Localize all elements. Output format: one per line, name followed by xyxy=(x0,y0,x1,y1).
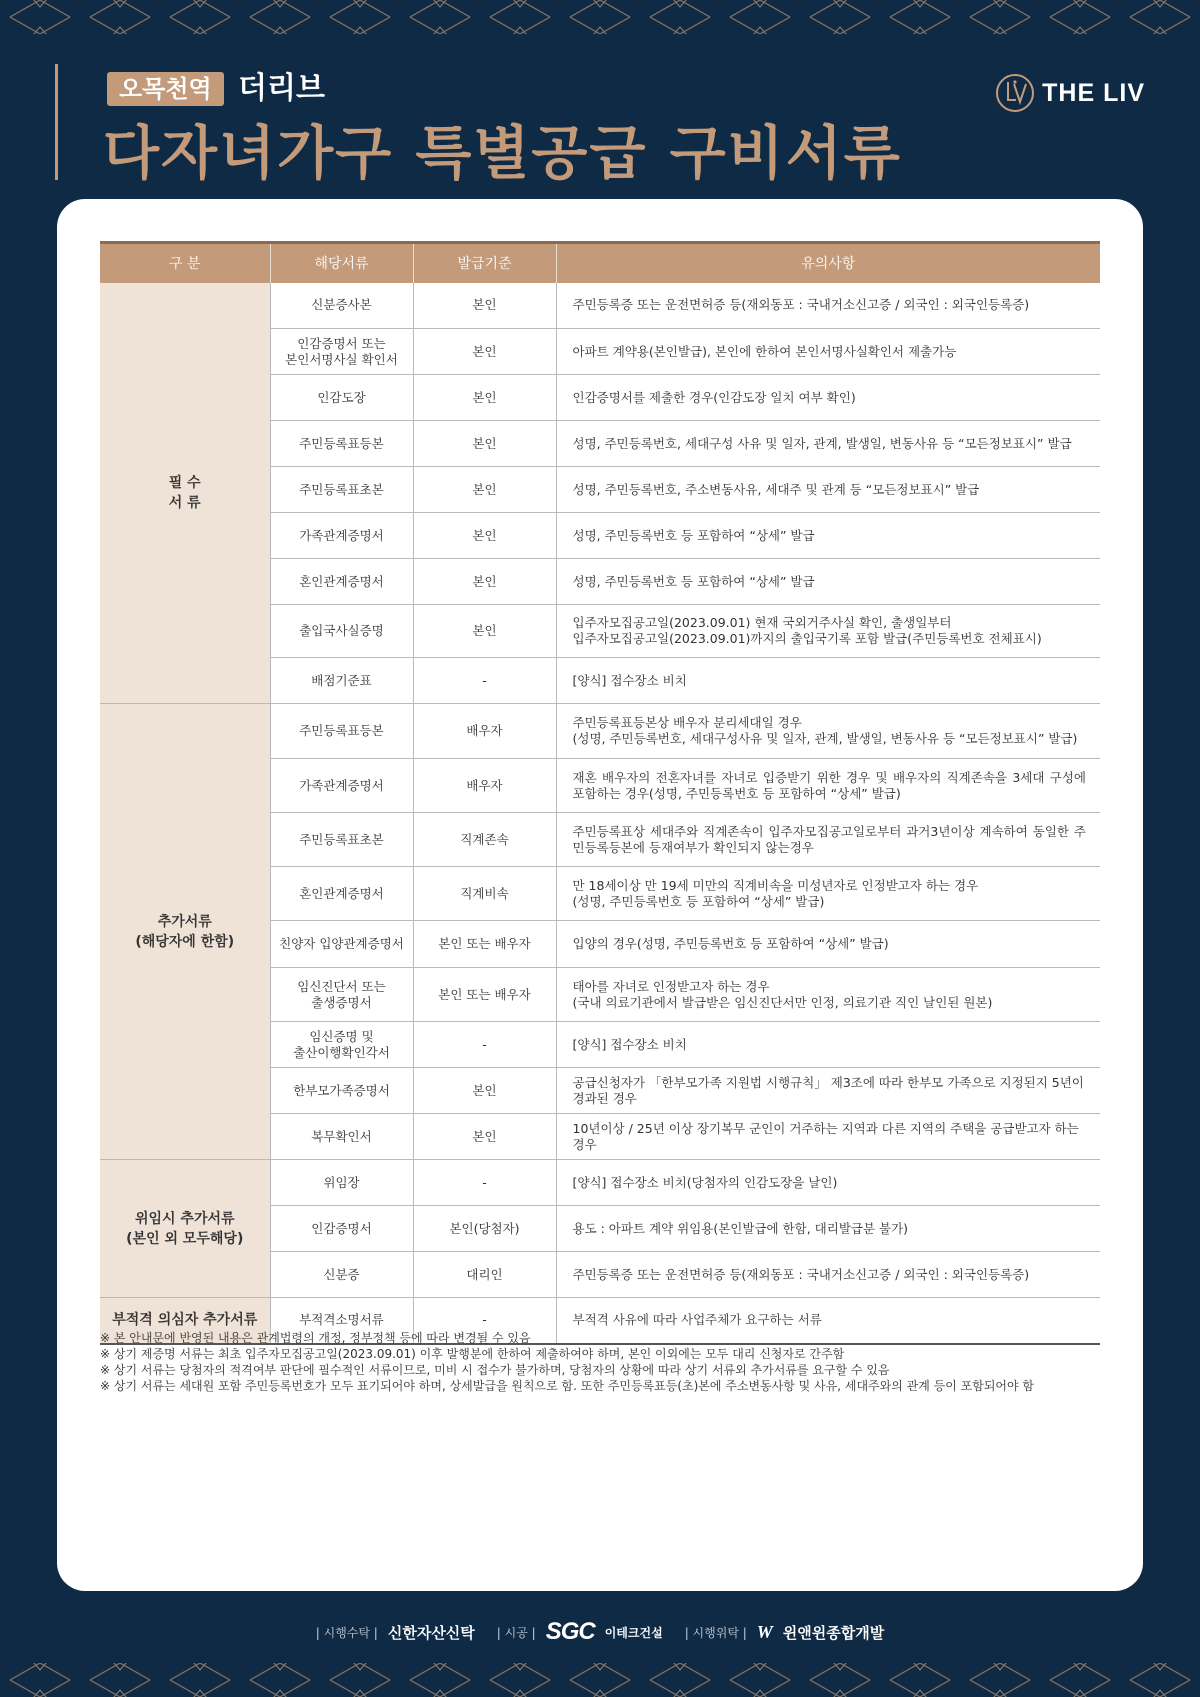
note-cell: [양식] 접수장소 비치(당첨자의 인감도장을 날인) xyxy=(556,1160,1100,1206)
basis-cell: 대리인 xyxy=(413,1252,556,1298)
basis-cell: 직계존속 xyxy=(413,813,556,867)
station-badge: 오목천역 xyxy=(107,72,224,106)
note-cell: 재혼 배우자의 전혼자녀를 자녀로 입증받기 위한 경우 및 배우자의 직계존속을 3세대 구성에 포함하는 경우(성명, 주민등록번호 등 포함하여 “상세” 발급) xyxy=(556,759,1100,813)
document-cell: 가족관계증명서 xyxy=(270,513,413,559)
note-cell: 공급신청자가 「한부모가족 지원법 시행규칙」 제3조에 따라 한부모 가족으로 지정된지 5년이 경과된 경우 xyxy=(556,1068,1100,1114)
credit-role: | 시행수탁 | xyxy=(315,1625,378,1640)
document-cell: 인감증명서 xyxy=(270,1206,413,1252)
credit-company: 신한자산신탁 xyxy=(387,1623,475,1642)
document-cell: 혼인관계증명서 xyxy=(270,867,413,921)
note-cell: 만 18세이상 만 19세 미만의 직계비속을 미성년자로 인정받고자 하는 경우 (성명, 주민등록번호 등 포함하여 “상세” 발급) xyxy=(556,867,1100,921)
note-cell: 성명, 주민등록번호, 세대구성 사유 및 일자, 관계, 발생일, 변동사유 등 “모든정보표시” 발급 xyxy=(556,421,1100,467)
credit-company: 윈앤윈종합개발 xyxy=(782,1623,885,1642)
basis-cell: 본인(당첨자) xyxy=(413,1206,556,1252)
basis-cell: 본인 xyxy=(413,1114,556,1160)
footnote: ※ 상기 서류는 당첨자의 적격여부 판단에 필수적인 서류이므로, 미비 시 접수가 불가하며, 당첨자의 상황에 따라 상기 서류외 추가서류를 요구할 수 있음 xyxy=(100,1363,890,1377)
document-cell: 신분증 xyxy=(270,1252,413,1298)
content-card xyxy=(57,199,1143,1591)
basis-cell: 본인 xyxy=(413,467,556,513)
basis-cell: 본인 또는 배우자 xyxy=(413,968,556,1022)
category-cell: 위임시 추가서류 (본인 외 모두해당) xyxy=(100,1160,270,1298)
basis-cell: 본인 xyxy=(413,1068,556,1114)
basis-cell: 본인 xyxy=(413,605,556,658)
basis-cell: 본인 xyxy=(413,375,556,421)
basis-cell: 본인 xyxy=(413,329,556,375)
column-header: 해당서류 xyxy=(270,243,413,283)
credit-trustee xyxy=(316,1622,475,1643)
note-cell: 부적격 사유에 따라 사업주체가 요구하는 서류 xyxy=(556,1298,1100,1344)
note-cell: 주민등록표상 세대주와 직계존속이 입주자모집공고일로부터 과거3년이상 계속하여 동일한 주민등록등본에 등재여부가 확인되지 않는경우 xyxy=(556,813,1100,867)
page-title: 다자녀가구 특별공급 구비서류 xyxy=(103,119,902,187)
basis-cell: 본인 xyxy=(413,283,556,329)
note-cell: 주민등록표등본상 배우자 분리세대일 경우 (성명, 주민등록번호, 세대구성사유 및 일자, 관계, 발생일, 변동사유 등 “모든정보표시” 발급) xyxy=(556,704,1100,759)
basis-cell: 직계비속 xyxy=(413,867,556,921)
accent-line xyxy=(55,64,58,180)
note-cell: 주민등록증 또는 운전면허증 등(재외동포 : 국내거소신고증 / 외국인 : 외국인등록증) xyxy=(556,283,1100,329)
document-cell: 출입국사실증명 xyxy=(270,605,413,658)
document-cell: 인감도장 xyxy=(270,375,413,421)
document-cell: 부적격소명서류 xyxy=(270,1298,413,1344)
document-cell: 임신증명 및 출산이행확인각서 xyxy=(270,1022,413,1068)
liv-emblem-icon xyxy=(994,72,1036,114)
note-cell: 주민등록증 또는 운전면허증 등(재외동포 : 국내거소신고증 / 외국인 : 외국인등록증) xyxy=(556,1252,1100,1298)
category-cell: 추가서류 (해당자에 한함) xyxy=(100,704,270,1160)
document-cell: 한부모가족증명서 xyxy=(270,1068,413,1114)
basis-cell: 배우자 xyxy=(413,759,556,813)
note-cell: 인감증명서를 제출한 경우(인감도장 일치 여부 확인) xyxy=(556,375,1100,421)
document-cell: 주민등록표등본 xyxy=(270,704,413,759)
footnote: ※ 상기 서류는 세대원 포함 주민등록번호가 모두 표기되어야 하며, 상세발급을 원칙으로 함. 또한 주민등록표등(초)본에 주소변동사항 및 사유, 세대주와의 관계 등이 포함되어야 함 xyxy=(100,1379,1035,1393)
table-row xyxy=(100,1160,1100,1206)
decorative-pattern-bottom xyxy=(0,1663,1200,1697)
basis-cell: - xyxy=(413,1160,556,1206)
document-cell: 친양자 입양관계증명서 xyxy=(270,921,413,968)
note-cell: 용도 : 아파트 계약 위임용(본인발급에 한함, 대리발급분 불가) xyxy=(556,1206,1100,1252)
document-cell: 가족관계증명서 xyxy=(270,759,413,813)
column-header: 구 분 xyxy=(100,243,270,283)
basis-cell: - xyxy=(413,1298,556,1344)
credit-company: 이테크건설 xyxy=(604,1625,663,1640)
note-cell: 입양의 경우(성명, 주민등록번호 등 포함하여 “상세” 발급) xyxy=(556,921,1100,968)
note-cell: 성명, 주민등록번호, 주소변동사유, 세대주 및 관계 등 “모든정보표시” 발급 xyxy=(556,467,1100,513)
footer-credits xyxy=(0,1614,1200,1650)
basis-cell: 본인 xyxy=(413,513,556,559)
note-cell: 아파트 계약용(본인발급), 본인에 한하여 본인서명사실확인서 제출가능 xyxy=(556,329,1100,375)
basis-cell: 본인 또는 배우자 xyxy=(413,921,556,968)
basis-cell: - xyxy=(413,1022,556,1068)
decorative-pattern-top xyxy=(0,0,1200,34)
note-cell: 성명, 주민등록번호 등 포함하여 “상세” 발급 xyxy=(556,513,1100,559)
basis-cell: 본인 xyxy=(413,559,556,605)
note-cell: 태아를 자녀로 인정받고자 하는 경우 (국내 의료기관에서 발급받은 임신진단서만 인정, 의료기관 직인 날인된 원본) xyxy=(556,968,1100,1022)
documents-table xyxy=(100,241,1100,1345)
note-cell: 성명, 주민등록번호 등 포함하여 “상세” 발급 xyxy=(556,559,1100,605)
note-cell: 입주자모집공고일(2023.09.01) 현재 국외거주사실 확인, 출생일부터 입주자모집공고일(2023.09.01)까지의 출입국기록 포함 발급(주민등록번호 전체표시) xyxy=(556,605,1100,658)
basis-cell: - xyxy=(413,658,556,704)
header xyxy=(55,64,1145,187)
column-header: 유의사항 xyxy=(556,243,1100,283)
basis-cell: 본인 xyxy=(413,421,556,467)
credit-developer xyxy=(685,1622,885,1643)
column-header: 발급기준 xyxy=(413,243,556,283)
note-cell: [양식] 접수장소 비치 xyxy=(556,658,1100,704)
document-cell: 위임장 xyxy=(270,1160,413,1206)
table-header-row xyxy=(100,243,1100,283)
logo-text: THE LIV xyxy=(1042,78,1145,107)
credit-role: | 시공 | xyxy=(496,1625,536,1640)
sgc-logo: SGC xyxy=(545,1618,595,1645)
the-liv-logo xyxy=(994,72,1145,114)
footnotes xyxy=(100,1330,1110,1394)
basis-cell: 배우자 xyxy=(413,704,556,759)
document-cell: 주민등록표등본 xyxy=(270,421,413,467)
footnote: ※ 본 안내문에 반영된 내용은 관계법령의 개정, 정부정책 등에 따라 변경될 수 있음 xyxy=(100,1331,531,1345)
document-cell: 복무확인서 xyxy=(270,1114,413,1160)
note-cell: [양식] 접수장소 비치 xyxy=(556,1022,1100,1068)
category-cell: 필 수 서 류 xyxy=(100,283,270,704)
credit-role: | 시행위탁 | xyxy=(684,1625,747,1640)
document-cell: 주민등록표초본 xyxy=(270,813,413,867)
document-cell: 신분증사본 xyxy=(270,283,413,329)
table-row xyxy=(100,704,1100,759)
document-cell: 임신진단서 또는 출생증명서 xyxy=(270,968,413,1022)
category-cell: 부적격 의심자 추가서류 xyxy=(100,1298,270,1344)
table-row xyxy=(100,283,1100,329)
w-logo-icon: W xyxy=(756,1621,773,1642)
document-cell: 인감증명서 또는 본인서명사실 확인서 xyxy=(270,329,413,375)
credit-builder xyxy=(497,1618,663,1646)
footnote: ※ 상기 제증명 서류는 최초 입주자모집공고일(2023.09.01) 이후 발행분에 한하여 제출하여야 하며, 본인 이외에는 모두 대리 신청자로 간주함 xyxy=(100,1347,845,1361)
brand-name: 더리브 xyxy=(238,71,325,106)
document-cell: 주민등록표초본 xyxy=(270,467,413,513)
note-cell: 10년이상 / 25년 이상 장기복무 군인이 거주하는 지역과 다른 지역의 주택을 공급받고자 하는 경우 xyxy=(556,1114,1100,1160)
document-cell: 혼인관계증명서 xyxy=(270,559,413,605)
document-cell: 배점기준표 xyxy=(270,658,413,704)
